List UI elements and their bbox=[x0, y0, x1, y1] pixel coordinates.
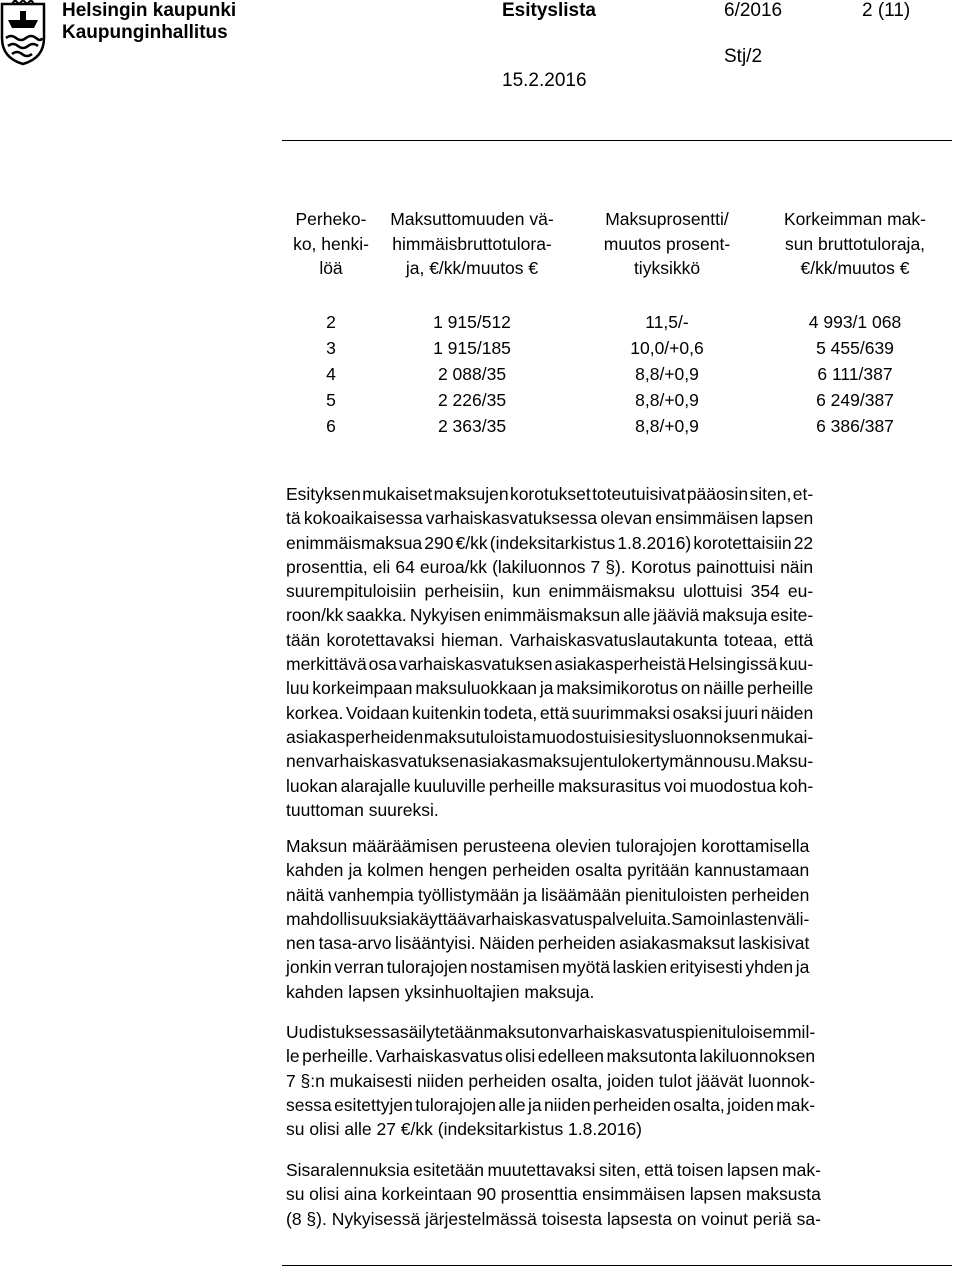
word: pyritään bbox=[627, 860, 690, 881]
word: luokan bbox=[286, 775, 338, 796]
word: et- bbox=[792, 484, 814, 504]
word: korotettavaksi bbox=[326, 629, 435, 650]
table-row bbox=[0, 335, 960, 361]
word: siten, bbox=[598, 1160, 641, 1180]
paragraph-line bbox=[286, 1044, 815, 1068]
table-cell: 4 bbox=[326, 364, 336, 384]
paragraph-line bbox=[286, 774, 813, 798]
word: varhaiskasvatuksessa bbox=[425, 508, 598, 529]
table-cell: 5 bbox=[326, 390, 336, 410]
paragraph-income-limits bbox=[286, 834, 809, 1004]
helsinki-crest-logo bbox=[0, 0, 46, 66]
table-cell: 6 bbox=[326, 416, 336, 436]
word: sessa bbox=[286, 1094, 332, 1115]
word: toisen bbox=[676, 1160, 724, 1180]
word: joiden bbox=[607, 1070, 654, 1091]
table-cell: 10,0/+0,6 bbox=[630, 338, 704, 358]
paragraph-line bbox=[286, 955, 809, 979]
word: todeta, bbox=[483, 702, 538, 723]
paragraph-line bbox=[286, 907, 809, 931]
word: hieman. bbox=[440, 629, 504, 650]
word: Helsingissä bbox=[687, 654, 778, 675]
word: työllistymään bbox=[417, 884, 520, 905]
word: asiakasperheiden bbox=[286, 726, 424, 747]
word: koh- bbox=[779, 775, 814, 796]
word: korottamisella bbox=[701, 836, 810, 856]
paragraph-line bbox=[286, 1158, 821, 1182]
word: joiden bbox=[727, 1094, 774, 1115]
word: prosenttia bbox=[500, 1184, 578, 1205]
table-cell: 2 226/35 bbox=[437, 390, 507, 410]
word: määräämisen bbox=[352, 836, 459, 856]
word: Nykyisen bbox=[409, 605, 481, 626]
word: painottuisi bbox=[696, 556, 776, 577]
word: ja bbox=[348, 860, 363, 881]
header-date: 15.2.2016 bbox=[502, 70, 587, 91]
word: perheiden bbox=[731, 884, 810, 905]
paragraph-line bbox=[286, 725, 813, 749]
table-header-fee-percentage: Maksuprosentti/ muutos prosent- tiyksikkö bbox=[603, 209, 731, 278]
word: erityisesti bbox=[669, 957, 743, 978]
word: Voidaan bbox=[346, 702, 410, 723]
paragraph-line bbox=[286, 834, 809, 858]
word: niiden bbox=[416, 1070, 464, 1091]
paragraph-line: kahden lapsen yksinhuoltajien maksuja. bbox=[286, 981, 595, 1002]
word: säilytetään bbox=[399, 1022, 484, 1042]
word: perheisiin, bbox=[424, 581, 505, 602]
word: perheille bbox=[488, 775, 555, 796]
table-cell: 8,8/+0,9 bbox=[635, 390, 699, 410]
word: näille bbox=[703, 678, 745, 699]
word: 7 bbox=[286, 1070, 296, 1091]
word: esite- bbox=[770, 605, 814, 626]
word: pienituloisten bbox=[625, 884, 728, 905]
word: mak- bbox=[776, 1094, 816, 1115]
paragraph-line bbox=[286, 579, 813, 603]
word: tasa-arvo bbox=[318, 933, 392, 954]
word: ja bbox=[527, 1094, 542, 1115]
word: luonnok- bbox=[747, 1070, 816, 1091]
word: tulorajojen bbox=[415, 1094, 496, 1115]
word: näin bbox=[780, 556, 814, 577]
table-cell: 8,8/+0,9 bbox=[635, 416, 699, 436]
word: osa bbox=[368, 654, 397, 675]
word: jääviä bbox=[653, 605, 700, 626]
word: asiakasperheistä bbox=[554, 654, 686, 675]
paragraph-free-early-education bbox=[286, 1020, 815, 1141]
table-cell: 6 249/387 bbox=[816, 390, 894, 410]
word: eu- bbox=[787, 581, 814, 602]
word: maksutonta bbox=[606, 1046, 697, 1067]
word: lakiluonnoksen bbox=[699, 1046, 816, 1067]
word: Maksu- bbox=[755, 751, 814, 772]
word: myötä bbox=[562, 957, 610, 978]
word: (lakiluonnos bbox=[492, 556, 586, 577]
word: Esityksen bbox=[286, 484, 361, 504]
word: voi bbox=[664, 775, 687, 796]
table-row bbox=[0, 387, 960, 413]
word: varhaiskasvatuspalveluita. bbox=[466, 908, 672, 929]
word: pienituloisemmil- bbox=[684, 1022, 816, 1042]
word: ulottuisi bbox=[683, 581, 743, 602]
word: Varhaiskasvatuslautakunta bbox=[509, 629, 718, 650]
word: maksuja bbox=[702, 605, 768, 626]
word: tä bbox=[286, 508, 301, 529]
word: esitetään bbox=[413, 1160, 485, 1180]
word: Sisaralennuksia bbox=[286, 1160, 410, 1180]
word: kuuluville bbox=[413, 775, 486, 796]
word: hengen bbox=[428, 860, 488, 881]
word: maksujen bbox=[433, 484, 509, 504]
word: 290 bbox=[424, 532, 454, 553]
word: 7 bbox=[590, 556, 601, 577]
table-row bbox=[0, 309, 960, 335]
table-cell: 6 386/387 bbox=[816, 416, 894, 436]
paragraph-line bbox=[286, 603, 813, 627]
word: suurempituloisiin bbox=[286, 581, 417, 602]
paragraph-line bbox=[286, 652, 813, 676]
word: toteaa, bbox=[724, 629, 778, 650]
table-cell: 8,8/+0,9 bbox=[635, 364, 699, 384]
word: alle bbox=[623, 605, 651, 626]
word: luu bbox=[286, 678, 310, 699]
footer-divider bbox=[282, 1265, 952, 1266]
word: varhaiskasvatuksen bbox=[315, 751, 469, 772]
word: lasten bbox=[730, 908, 778, 929]
word: ja bbox=[523, 884, 537, 905]
word: maksimikorotus bbox=[556, 678, 678, 699]
word: korotukset bbox=[509, 484, 591, 504]
table-row bbox=[0, 361, 960, 387]
word: saakka. bbox=[346, 605, 407, 626]
word: 1.8.2016) bbox=[617, 532, 692, 553]
word: korkeintaan bbox=[381, 1184, 472, 1205]
word: on bbox=[680, 678, 701, 699]
word: varhaiskasvatuksen bbox=[398, 654, 553, 675]
word: muutettavaksi bbox=[487, 1160, 596, 1180]
word: €/kk bbox=[455, 532, 488, 553]
table-cell: 1 915/185 bbox=[433, 338, 511, 358]
paragraph-line bbox=[286, 1020, 815, 1044]
paragraph-line: (8 §). Nykyisessä järjestelmässä toisesta lapsesta on voinut periä sa- bbox=[286, 1208, 821, 1229]
header-divider bbox=[282, 140, 952, 141]
word: ja bbox=[795, 957, 810, 978]
word: maksurasitus bbox=[557, 775, 662, 796]
paragraph-line bbox=[286, 931, 809, 955]
paragraph-line: su olisi alle 27 €/kk (indeksitarkistus 1.8.2016) bbox=[286, 1119, 643, 1140]
word: pääosin bbox=[686, 484, 749, 504]
word: maksusta bbox=[745, 1184, 821, 1205]
word: Uudistuksessa bbox=[286, 1022, 400, 1042]
word: edelleen bbox=[537, 1046, 604, 1067]
word: merkittävä bbox=[286, 654, 367, 675]
table-header-highest-fee-income-limit: Korkeimman mak- sun bruttotuloraja, €/kk/muutos € bbox=[784, 209, 926, 278]
word: niiden bbox=[543, 1094, 591, 1115]
paragraph-line bbox=[286, 676, 813, 700]
word: 22 bbox=[793, 532, 814, 553]
paragraph-line bbox=[286, 482, 813, 506]
word: alarajalle bbox=[340, 775, 411, 796]
word: perheiden bbox=[537, 933, 616, 954]
word: verran bbox=[334, 957, 385, 978]
word: lapsen bbox=[727, 1160, 779, 1180]
word: että bbox=[644, 1160, 674, 1180]
word: osalta, bbox=[550, 1070, 603, 1091]
header-meeting-number: 6/2016 bbox=[724, 0, 783, 21]
word: laskisivat bbox=[738, 933, 810, 954]
word: lisääntyisi. bbox=[394, 933, 476, 954]
word: mukaiset bbox=[362, 484, 433, 504]
paragraph-line bbox=[286, 628, 813, 652]
table-cell: 4 993/1 068 bbox=[808, 312, 902, 332]
word: nen bbox=[286, 933, 316, 954]
word: perheiden bbox=[593, 1094, 671, 1115]
word: osalta bbox=[575, 860, 622, 881]
paragraph-line bbox=[286, 883, 809, 907]
word: kuitenkin bbox=[411, 702, 482, 723]
word: Maksun bbox=[286, 836, 348, 856]
word: näitä bbox=[286, 884, 324, 905]
word: kolmen bbox=[367, 860, 424, 881]
word: 354 bbox=[750, 581, 780, 602]
word: perheille. bbox=[302, 1046, 374, 1067]
word: le bbox=[286, 1046, 300, 1067]
table-cell: 11,5/- bbox=[645, 312, 689, 332]
word: olevan bbox=[600, 508, 652, 529]
word: roon/kk bbox=[286, 605, 344, 626]
paragraph-fee-increases bbox=[286, 482, 813, 822]
word: kuu- bbox=[779, 654, 814, 675]
word: olisi bbox=[505, 1046, 536, 1067]
word: vanhempia bbox=[328, 884, 414, 905]
header-body: Kaupunginhallitus bbox=[62, 22, 228, 43]
word: olisi bbox=[309, 1184, 340, 1205]
table-cell: 1 915/512 bbox=[433, 312, 511, 332]
word: (indeksitarkistus bbox=[489, 532, 616, 553]
word: muodostuisi bbox=[531, 726, 626, 747]
word: tään bbox=[286, 629, 321, 650]
word: perheiden bbox=[492, 860, 571, 881]
word: asiakasmaksujen bbox=[468, 751, 604, 772]
word: että bbox=[539, 702, 570, 723]
table-cell: 3 bbox=[326, 338, 336, 358]
header-item-code: Stj/2 bbox=[724, 46, 763, 67]
word: tulot bbox=[658, 1070, 692, 1091]
word: käyttää bbox=[410, 908, 467, 929]
word: siten, bbox=[749, 484, 792, 504]
word: kun bbox=[512, 581, 541, 602]
word: korkea. bbox=[286, 702, 344, 723]
word: juuri bbox=[724, 702, 758, 723]
word: yhden bbox=[745, 957, 794, 978]
word: osaksi bbox=[672, 702, 723, 723]
word: perheille bbox=[747, 678, 814, 699]
word: korotettaisiin bbox=[693, 532, 792, 553]
word: jonkin bbox=[286, 957, 332, 978]
word: lapsen bbox=[761, 508, 814, 529]
word: muodostua bbox=[689, 775, 777, 796]
word: maksuton bbox=[483, 1022, 560, 1042]
table-header-free-income-limit: Maksuttomuuden vä- himmäisbruttotulora- ja, €/kk/muutos € bbox=[390, 209, 554, 278]
word: osalta, bbox=[673, 1094, 725, 1115]
word: väli- bbox=[777, 908, 810, 929]
word: ensimmäisen bbox=[655, 508, 759, 529]
word: että bbox=[784, 629, 814, 650]
word: toteutuisivat bbox=[592, 484, 686, 504]
word: 90 bbox=[476, 1184, 497, 1205]
paragraph-line bbox=[286, 1093, 815, 1117]
word: tulorajojen bbox=[615, 836, 697, 856]
word: mukai- bbox=[760, 726, 814, 747]
word: esitysluonnoksen bbox=[625, 726, 760, 747]
word: §). bbox=[605, 556, 626, 577]
word: enimmäismaksua bbox=[286, 532, 423, 553]
word: eli bbox=[372, 556, 391, 577]
table-cell: 5 455/639 bbox=[816, 338, 894, 358]
word: lapsen bbox=[689, 1184, 742, 1205]
word: enimmäismaksun bbox=[483, 605, 621, 626]
word: Näiden bbox=[479, 933, 535, 954]
paragraph-sibling-discounts bbox=[286, 1158, 821, 1231]
word: perheiden bbox=[468, 1070, 547, 1091]
paragraph-line bbox=[286, 555, 813, 579]
word: kokoaikaisessa bbox=[303, 508, 423, 529]
header-organization: Helsingin kaupunki bbox=[62, 0, 237, 21]
paragraph-line bbox=[286, 1069, 815, 1093]
word: olevien bbox=[555, 836, 611, 856]
word: näiden bbox=[760, 702, 814, 723]
word: §:n bbox=[300, 1070, 325, 1091]
word: varhaiskasvatus bbox=[559, 1022, 685, 1042]
word: lisäämään bbox=[541, 884, 621, 905]
word: ensimmäisen bbox=[582, 1184, 686, 1205]
word: su bbox=[286, 1184, 305, 1205]
table-cell: 2 088/35 bbox=[437, 364, 507, 384]
paragraph-line bbox=[286, 749, 813, 773]
word: kahden bbox=[286, 860, 344, 881]
word: tulokertymän bbox=[603, 751, 704, 772]
word: esitettyjen bbox=[334, 1094, 413, 1115]
word: asiakasmaksut bbox=[619, 933, 735, 954]
word: euroa/kk bbox=[419, 556, 488, 577]
word: mahdollisuuksia bbox=[286, 908, 411, 929]
word: alle bbox=[498, 1094, 526, 1115]
paragraph-line bbox=[286, 506, 813, 530]
word: jäävät bbox=[696, 1070, 744, 1091]
table-cell: 2 363/35 bbox=[437, 416, 507, 436]
table-header-family-size: Perheko- ko, henki- löä bbox=[293, 209, 369, 278]
paragraph-line bbox=[286, 701, 813, 725]
header-page-number: 2 (11) bbox=[862, 0, 911, 21]
header-doc-type: Esityslista bbox=[502, 0, 596, 21]
word: suurimmaksi bbox=[571, 702, 670, 723]
word: prosenttia, bbox=[286, 556, 368, 577]
word: nen bbox=[286, 751, 316, 772]
word: maksuluokkaan bbox=[415, 678, 537, 699]
table-row bbox=[0, 413, 960, 439]
word: Varhaiskasvatus bbox=[375, 1046, 503, 1067]
word: Samoin bbox=[671, 908, 731, 929]
paragraph-line bbox=[286, 858, 809, 882]
paragraph-line bbox=[286, 531, 813, 555]
table-cell: 6 111/387 bbox=[817, 364, 893, 384]
word: maksutuloista bbox=[423, 726, 531, 747]
word: nostamisen bbox=[470, 957, 560, 978]
word: nousu. bbox=[703, 751, 756, 772]
word: enimmäismaksu bbox=[548, 581, 676, 602]
paragraph-line: tuuttoman suureksi. bbox=[286, 799, 439, 820]
table-cell: 2 bbox=[326, 312, 336, 332]
word: kannustamaan bbox=[694, 860, 810, 881]
word: Korotus bbox=[630, 556, 692, 577]
word: ja bbox=[539, 678, 554, 699]
word: 64 bbox=[395, 556, 415, 577]
word: tulorajojen bbox=[386, 957, 468, 978]
word: mukaisesti bbox=[329, 1070, 413, 1091]
word: mak- bbox=[782, 1160, 821, 1180]
word: korkeimpaan bbox=[312, 678, 413, 699]
word: aina bbox=[343, 1184, 377, 1205]
paragraph-line bbox=[286, 1182, 821, 1206]
word: perusteena bbox=[463, 836, 551, 856]
word: laskien bbox=[612, 957, 668, 978]
